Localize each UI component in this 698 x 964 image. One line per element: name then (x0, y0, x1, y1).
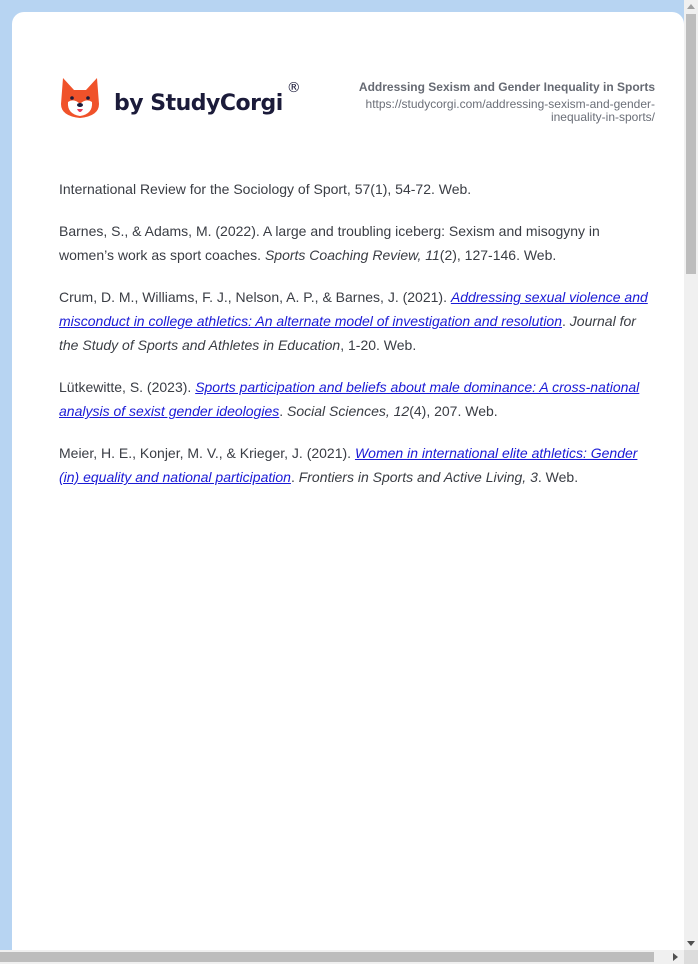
reference-details: . Web. (537, 469, 579, 485)
reference-details: (4), 207. Web. (409, 403, 498, 419)
reference-text: International Review for the Sociology of Sport, 57(1), 54-72. Web. (59, 181, 472, 197)
reference-journal: Social Sciences, 12 (287, 403, 410, 419)
document-title: Addressing Sexism and Gender Inequality in Sports (358, 80, 655, 94)
reference-list (59, 177, 653, 507)
scroll-up-icon[interactable] (687, 4, 695, 9)
studycorgi-logo[interactable] (59, 76, 301, 120)
reference-item (59, 375, 653, 423)
reference-link[interactable]: Women in international elite athletics: Gender (in) equality and national participation (59, 445, 638, 485)
registered-mark: ® (286, 80, 301, 96)
reference-authors: Barnes, S., & Adams, M. (2022). A large and troubling iceberg: Sexism and misogyny in women’s work as sport coaches. (59, 223, 600, 263)
url-line-1: https://studycorgi.com/addressing-sexism-and-gender- (365, 97, 655, 111)
reference-authors: Lütkewitte, S. (2023). (59, 379, 196, 395)
reference-link[interactable]: Addressing sexual violence and misconduct in college athletics: An alternate model of investigation and resolution (59, 289, 648, 329)
reference-separator: . (562, 313, 570, 329)
reference-journal: Frontiers in Sports and Active Living, 3 (298, 469, 538, 485)
reference-item (59, 441, 653, 489)
document-page (12, 12, 684, 962)
reference-details: , 1-20. Web. (340, 337, 417, 353)
reference-journal: Sports Coaching Review, 11 (264, 247, 440, 263)
scrollbar-corner (684, 950, 698, 964)
vertical-scroll-thumb[interactable] (686, 14, 696, 274)
brand-name: by StudyCorgi (114, 90, 283, 116)
reference-item (59, 177, 653, 201)
reference-journal: Journal for the Study of Sports and Athletes in Education (59, 313, 636, 353)
horizontal-scrollbar[interactable] (0, 950, 684, 964)
reference-authors: Crum, D. M., Williams, F. J., Nelson, A. P., & Barnes, J. (2021). (59, 289, 451, 305)
url-line-2: inequality-in-sports/ (550, 110, 655, 124)
reference-item (59, 219, 653, 267)
reference-details: (2), 127-146. Web. (439, 247, 557, 263)
horizontal-scroll-thumb[interactable] (0, 952, 654, 962)
scroll-down-icon[interactable] (687, 941, 695, 946)
reference-separator: . (279, 403, 288, 419)
document-meta (335, 80, 655, 124)
reference-authors: Meier, H. E., Konjer, M. V., & Krieger, J. (2021). (59, 445, 355, 461)
corgi-icon (59, 76, 101, 120)
reference-item (59, 285, 653, 357)
scroll-right-icon[interactable] (673, 953, 678, 961)
reference-link[interactable]: Sports participation and beliefs about male dominance: A cross-national analysis of sexist gender ideologies (59, 379, 640, 419)
reference-separator: . (290, 469, 299, 485)
document-url[interactable] (335, 98, 655, 124)
vertical-scrollbar[interactable] (684, 0, 698, 950)
